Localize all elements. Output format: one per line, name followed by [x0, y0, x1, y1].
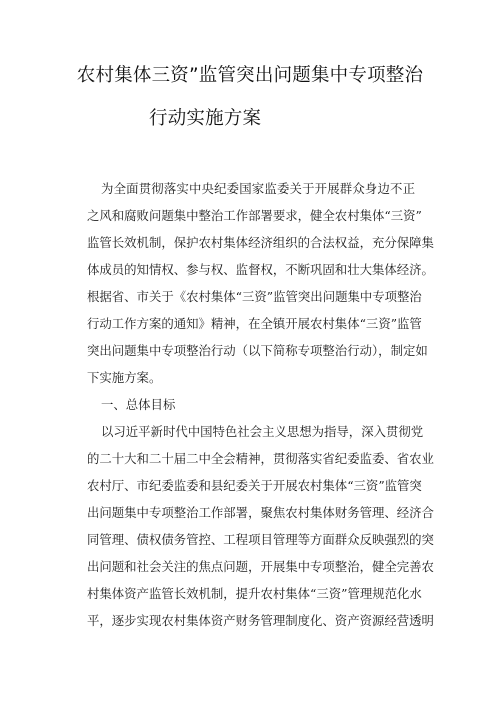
paragraph-line: 为全面贯彻落实中央纪委国家监委关于开展群众身边不正: [101, 181, 415, 196]
paragraph-goals: [87, 418, 434, 634]
paragraph-line: 同管理、债权债务管控、工程项目管理等方面群众反映强烈的突: [87, 532, 434, 547]
paragraph-line: 根据省、市关于《农村集体“三资”监管突出问题集中专项整治: [87, 289, 422, 304]
document-title-line-1: 农村集体三资”监管突出问题集中专项整治: [76, 65, 424, 86]
paragraph-line: 下实施方案。: [87, 370, 162, 385]
document-body: [87, 175, 434, 634]
paragraph-line: 以习近平新时代中国特色社会主义思想为指导，深入贯彻党: [101, 424, 424, 439]
document-title-line-2: 行动实施方案: [149, 108, 262, 129]
paragraph-line: 行动工作方案的通知》精神，在全镇开展农村集体“三资”监管: [87, 316, 422, 331]
paragraph-line: 出问题和社会关注的焦点问题，开展集中专项整治，健全完善农: [87, 559, 434, 574]
paragraph-line: 农村厅、市纪委监委和县纪委关于开展农村集体“三资”监管突: [87, 478, 422, 493]
paragraph-line: 之风和腐败问题集中整治工作部署要求，健全农村集体“三资”: [87, 208, 422, 223]
paragraph-line: 突出问题集中专项整治行动（以下简称专项整治行动），制定如: [87, 343, 428, 358]
paragraph-line: 平，逐步实现农村集体资产财务管理制度化、资产资源经营透明: [87, 613, 434, 628]
paragraph-line: 出问题集中专项整治工作部署，聚焦农村集体财务管理、经济合: [87, 505, 434, 520]
paragraph-line: 体成员的知情权、参与权、监督权，不断巩固和壮大集体经济。: [87, 262, 434, 277]
paragraph-line: 的二十大和二十届二中全会精神，贯彻落实省纪委监委、省农业: [87, 451, 434, 466]
paragraph-intro: [87, 175, 434, 391]
paragraph-line: 村集体资产监管长效机制，提升农村集体“三资”管理规范化水: [87, 586, 422, 601]
section-heading: 一、总体目标: [101, 397, 176, 412]
paragraph-line: 监管长效机制，保护农村集体经济组织的合法权益，充分保障集: [87, 235, 434, 250]
